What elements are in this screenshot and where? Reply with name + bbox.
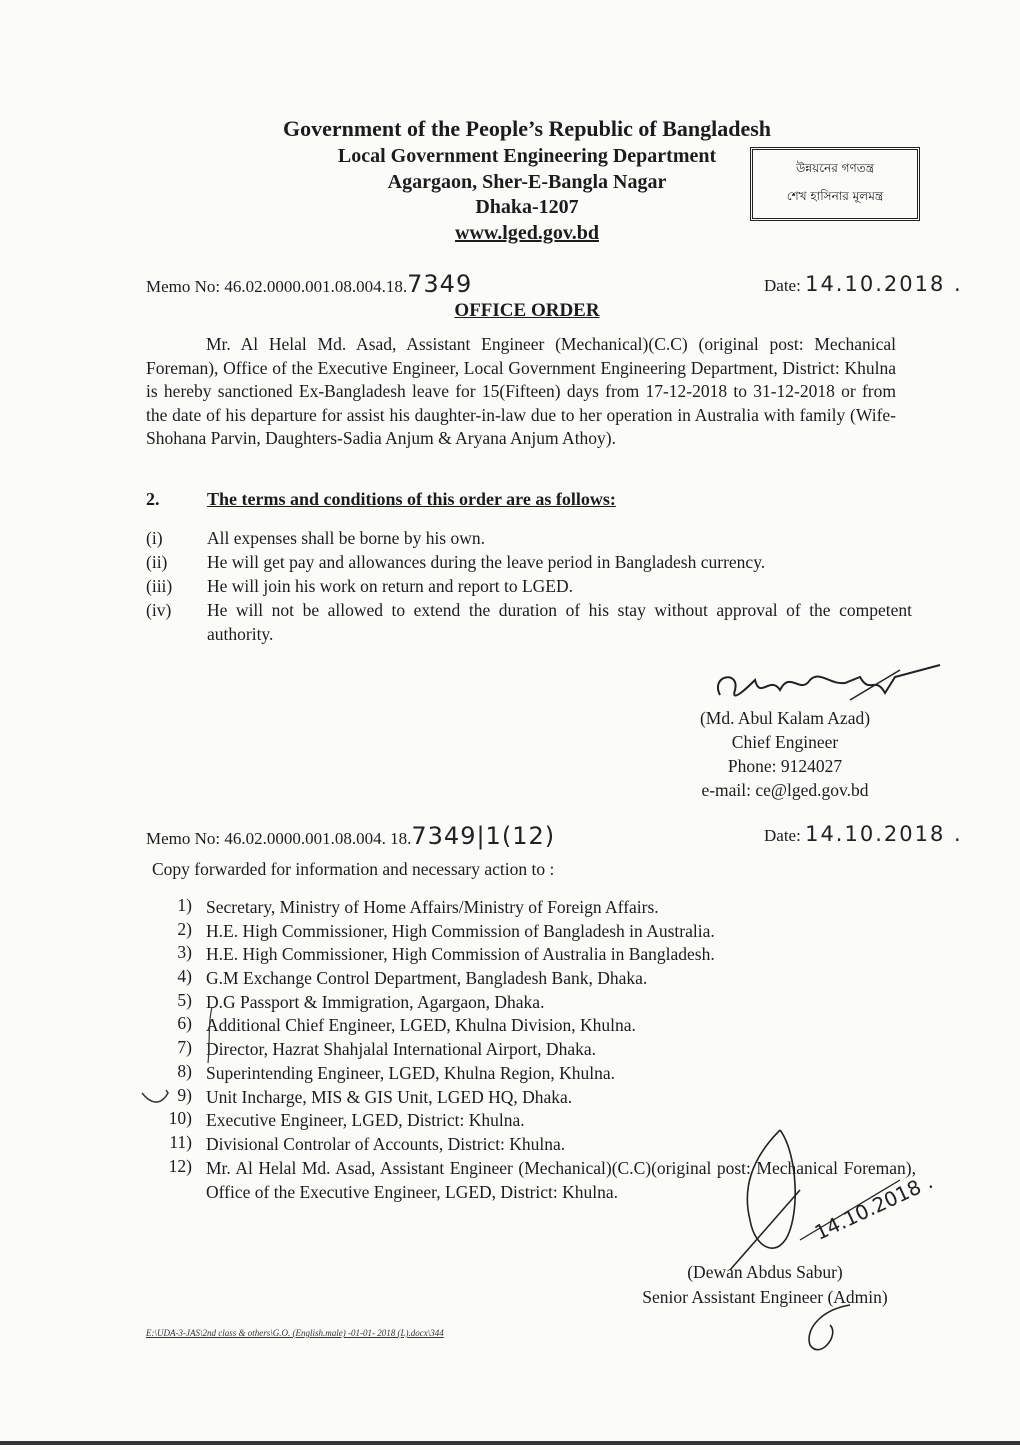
list-item	[150, 966, 920, 990]
list-item-text: Additional Chief Engineer, LGED, Khulna Division, Khulna.	[206, 1015, 636, 1036]
list-item	[150, 990, 920, 1014]
department-name: Local Government Engineering Department	[337, 145, 717, 167]
admin-signature	[700, 1120, 930, 1360]
term-number: (iii)	[146, 576, 173, 596]
section-2-title: The terms and conditions of this order are as follows:	[207, 489, 616, 509]
page-bottom-edge	[0, 1441, 1020, 1445]
signatory-1-name: (Md. Abul Kalam Azad)	[699, 708, 871, 728]
copy-forward-intro: Copy forwarded for information and necessary action to :	[152, 859, 555, 879]
footer-file-path: E:\UDA-3-JAS\2nd class & others\G.O. (English.male) -01-01- 2018 (L).docx\344	[146, 1328, 444, 1338]
list-item-text: Unit Incharge, MIS & GIS Unit, LGED HQ, Dhaka.	[206, 1086, 573, 1107]
memo-date-1-handwritten: 14.10.2018 .	[805, 272, 963, 296]
memo-date-1	[764, 272, 963, 296]
list-item-text: G.M Exchange Control Department, Bangladesh Bank, Dhaka.	[206, 968, 648, 989]
list-item-number: 5)	[177, 989, 192, 1010]
term-text: He will join his work on return and report to LGED.	[207, 576, 573, 596]
signatory-1-block	[675, 706, 895, 802]
signatory-2-block	[600, 1260, 930, 1310]
list-item	[150, 919, 920, 943]
term-number: (i)	[146, 528, 163, 548]
list-item	[150, 1013, 920, 1037]
list-item-text: Director, Hazrat Shahjalal International Airport, Dhaka.	[206, 1039, 596, 1060]
list-item-text: H.E. High Commissioner, High Commission of Bangladesh in Australia.	[206, 920, 715, 941]
signatory-1-email[interactable]: e-mail: ce@lged.gov.bd	[701, 780, 869, 800]
memo-number-1	[146, 270, 472, 298]
list-item-text: Divisional Controlar of Accounts, District: Khulna.	[206, 1133, 566, 1154]
slogan-line-2: শেখ হাসিনার মূলমন্ত্র	[786, 189, 884, 203]
term-number: (ii)	[146, 552, 168, 572]
department-city: Dhaka-1207	[475, 196, 579, 218]
pen-markings	[140, 1005, 230, 1115]
list-item-number: 2)	[177, 918, 192, 939]
memo-date-1-label: Date:	[764, 276, 801, 295]
list-item-text: Executive Engineer, LGED, District: Khulna.	[206, 1110, 525, 1131]
term-text: All expenses shall be borne by his own.	[207, 528, 486, 548]
list-item	[150, 1037, 920, 1061]
list-item-number: 4)	[177, 966, 192, 987]
list-item-number: 12)	[168, 1155, 192, 1176]
office-order-title: OFFICE ORDER	[454, 300, 600, 321]
list-item-number: 7)	[177, 1037, 192, 1058]
term-text: He will not be allowed to extend the duration of his stay without approval of the competent authority.	[207, 600, 912, 644]
list-item-text: H.E. High Commissioner, High Commission of Australia in Bangladesh.	[206, 944, 715, 965]
list-item-text: D.G Passport & Immigration, Agargaon, Dhaka.	[206, 991, 545, 1012]
list-item-number: 8)	[177, 1060, 192, 1081]
signatory-2-designation: Senior Assistant Engineer (Admin)	[642, 1287, 888, 1307]
department-address: Agargaon, Sher-E-Bangla Nagar	[387, 171, 667, 193]
list-item	[150, 895, 920, 919]
list-item	[150, 1061, 920, 1085]
section-2-number: 2.	[146, 489, 160, 509]
list-item-number: 10)	[168, 1108, 192, 1129]
slogan-line-1: উন্নয়নের গণতন্ত্র	[795, 161, 875, 175]
signatory-1-phone: Phone: 9124027	[727, 756, 843, 776]
list-item-number: 3)	[177, 942, 192, 963]
memo-number-2-label: Memo No: 46.02.0000.001.08.004. 18.	[146, 829, 412, 848]
memo-number-2	[146, 822, 555, 850]
memo-number-2-handwritten: 7349|1(12)	[411, 822, 556, 850]
list-item-number: 11)	[169, 1131, 192, 1152]
admin-signature-date: 14.10.2018 .	[810, 1169, 937, 1245]
memo-number-1-label: Memo No: 46.02.0000.001.08.004.18.	[146, 277, 408, 296]
memo-number-1-handwritten: 7349	[407, 270, 473, 298]
list-item	[150, 1085, 920, 1109]
government-title: Government of the People’s Republic of Bangladesh	[282, 116, 772, 141]
department-website[interactable]: www.lged.gov.bd	[455, 222, 599, 244]
slogan-box	[750, 147, 920, 221]
list-item-number: 1)	[177, 895, 192, 915]
term-text: He will get pay and allowances during the leave period in Bangladesh currency.	[207, 552, 766, 572]
list-item	[150, 942, 920, 966]
memo-date-2-label: Date:	[764, 826, 801, 845]
list-item-number: 9)	[177, 1084, 192, 1105]
list-item-number: 6)	[177, 1013, 192, 1034]
memo-date-2	[764, 822, 963, 846]
order-paragraph: Mr. Al Helal Md. Asad, Assistant Engineer (Mechanical)(C.C) (original post: Mechanical Foreman), Office of the Executive Engineer, Local Government Engineering Department, District: Khulna is hereby sanctioned Ex-Bangladesh leave for 15(Fifteen) days from 17-12-2018 to 31-12-2018 or from the date of his departure for assist his daughter-in-law due to her operation in Australia with family (Wife-Shohana Parvin, Daughters-Sadia Anjum & Aryana Anjum Athoy).	[146, 334, 896, 448]
list-item-text: Mr. Al Helal Md. Asad, Assistant Engineer (Mechanical)(C.C)(original post: Mechanical Foreman), Office of the Executive Engineer, LGED, District: Khulna.	[206, 1157, 916, 1202]
signatory-2-name: (Dewan Abdus Sabur)	[687, 1262, 843, 1282]
memo-date-2-handwritten: 14.10.2018 .	[805, 822, 963, 846]
list-item-text: Superintending Engineer, LGED, Khulna Region, Khulna.	[206, 1062, 616, 1083]
list-item-text: Secretary, Ministry of Home Affairs/Ministry of Foreign Affairs.	[206, 897, 659, 917]
term-number: (iv)	[146, 600, 172, 620]
signatory-1-designation: Chief Engineer	[731, 732, 839, 752]
